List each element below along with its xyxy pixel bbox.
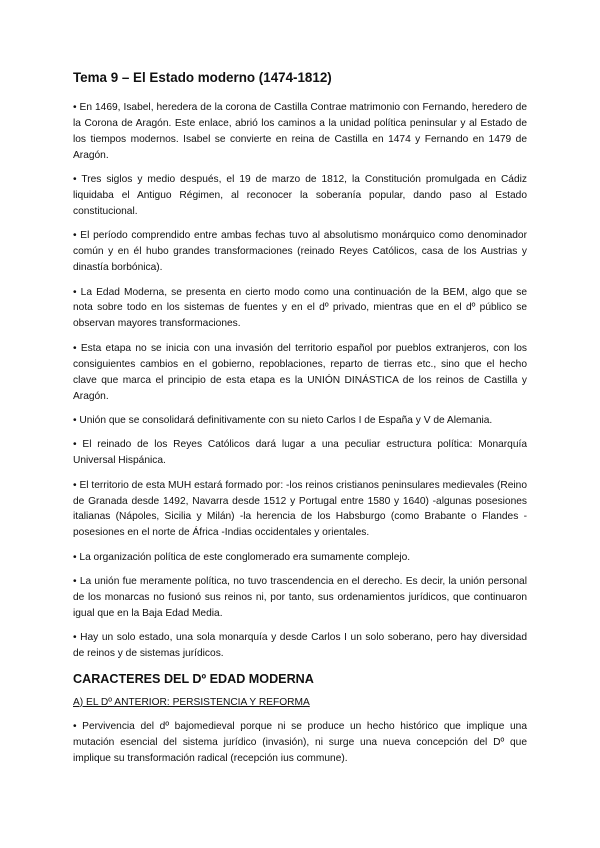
paragraph-6: • Unión que se consolidará definitivamente con su nieto Carlos I de España y V de Alemania. xyxy=(73,414,493,426)
paragraph-3: • El período comprendido entre ambas fechas tuvo al absolutismo monárquico como denominador común y en él hubo grandes transformaciones (reinado Reyes Católicos, casa de los Austrias y dinastía borbónica). xyxy=(73,230,527,274)
paragraph-8: • El territorio de esta MUH estará formado por: -los reinos cristianos peninsulares medievales (Reino de Granada desde 1492, Navarra desde 1512 y Portugal entre 1580 y 1640) -algunas posesiones italianas (Nápoles, Sicilia y Milán) -la herencia de los Habsburgo (como Brabante o Flandes -posesiones en el norte de África -Indias occidentales y orientales. xyxy=(73,479,527,539)
document-title: Tema 9 – El Estado moderno (1474-1812) xyxy=(73,70,332,85)
paragraph-10: • La unión fue meramente política, no tuvo trascendencia en el derecho. Es decir, la unión personal de los monarcas no fusionó sus reinos ni, por tanto, sus ordenamientos jurídicos, que continuaron igual que en la Baja Edad Media. xyxy=(73,576,527,619)
paragraph-11: • Hay un solo estado, una sola monarquía y desde Carlos I un solo soberano, pero hay diversidad de reinos y de sistemas jurídicos. xyxy=(73,632,527,660)
paragraph-4: • La Edad Moderna, se presenta en cierto modo como una continuación de la BEM, algo que se nota sobre todo en los sistemas de fuentes y en el dº privado, mientras que en el dº público se observan mayores transformaciones. xyxy=(73,286,527,330)
subsection-heading: A) EL Dº ANTERIOR: PERSISTENCIA Y REFORMA xyxy=(73,696,310,708)
paragraph-9: • La organización política de este conglomerado era sumamente complejo. xyxy=(73,551,411,563)
paragraph-1: • En 1469, Isabel, heredera de la corona de Castilla Contrae matrimonio con Fernando, heredero de la Corona de Aragón. Este enlace, abrió los caminos a la unidad política peninsular y al Estado de los tiempos modernos. Isabel se convierte en reina de Castilla en 1474 y Fernando en 1479 de Aragón. xyxy=(73,102,527,161)
paragraph-7: • El reinado de los Reyes Católicos dará lugar a una peculiar estructura política: Monarquía Universal Hispánica. xyxy=(73,439,527,467)
section-heading: CARACTERES DEL Dº EDAD MODERNA xyxy=(73,671,314,686)
section-paragraph: • Pervivencia del dº bajomedieval porque ni se produce un hecho histórico que implique una mutación esencial del sistema jurídico (invasión), ni surge una nueva concepción del Dº que implique su transformación radical (recepción ius commune). xyxy=(73,720,527,764)
paragraph-5: • Esta etapa no se inicia con una invasión del territorio español por pueblos extranjeros, con los consiguientes cambios en el gobierno, repoblaciones, reparto de tierras etc., sino que el hecho clave que marca el principio de esta etapa es la UNIÓN DINÁSTICA de los reinos de Castilla y Aragón. xyxy=(73,342,527,402)
paragraph-2: • Tres siglos y medio después, el 19 de marzo de 1812, la Constitución promulgada en Cádiz liquidaba el Antiguo Régimen, al reconocer la soberanía popular, dando paso al Estado constitucional. xyxy=(73,174,527,217)
document-body xyxy=(73,70,527,775)
